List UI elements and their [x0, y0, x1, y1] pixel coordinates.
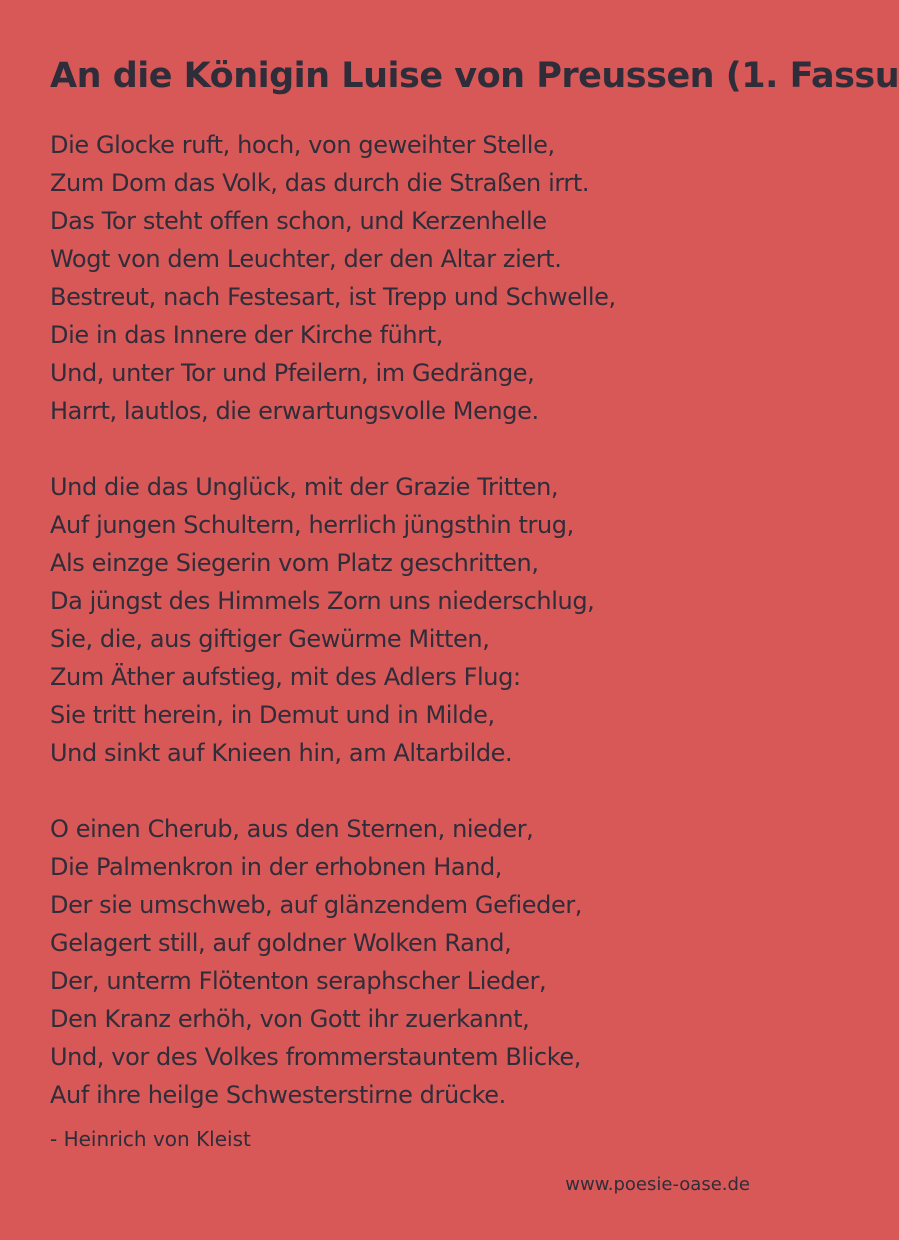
- poem-line: Zum Dom das Volk, das durch die Straßen irrt.: [50, 169, 590, 197]
- poem-line: Die Palmenkron in der erhobnen Hand,: [50, 853, 503, 881]
- stanza-3: [50, 810, 780, 1114]
- poem-author: - Heinrich von Kleist: [50, 1127, 251, 1151]
- poem-line: Auf jungen Schultern, herrlich jüngsthin trug,: [50, 511, 574, 539]
- poem-body: [50, 126, 780, 1152]
- poem-line: Auf ihre heilge Schwesterstirne drücke.: [50, 1081, 506, 1109]
- poem-line: Sie tritt herein, in Demut und in Milde,: [50, 701, 495, 729]
- poem-line: Bestreut, nach Festesart, ist Trepp und Schwelle,: [50, 283, 616, 311]
- poem-line: Da jüngst des Himmels Zorn uns niederschlug,: [50, 587, 595, 615]
- poem-line: Und, vor des Volkes frommerstauntem Blicke,: [50, 1043, 581, 1071]
- poem-line: Das Tor steht offen schon, und Kerzenhelle: [50, 207, 547, 235]
- poem-line: Wogt von dem Leuchter, der den Altar ziert.: [50, 245, 562, 273]
- poem-line: Und, unter Tor und Pfeilern, im Gedränge,: [50, 359, 535, 387]
- poem-line: O einen Cherub, aus den Sternen, nieder,: [50, 815, 534, 843]
- poem-line: Gelagert still, auf goldner Wolken Rand,: [50, 929, 512, 957]
- poem-line: Der sie umschweb, auf glänzendem Gefieder,: [50, 891, 583, 919]
- poem-line: Die in das Innere der Kirche führt,: [50, 321, 443, 349]
- stanza-1: [50, 126, 780, 430]
- poem-line: Sie, die, aus giftiger Gewürme Mitten,: [50, 625, 490, 653]
- poem-line: Die Glocke ruft, hoch, von geweihter Stelle,: [50, 131, 555, 159]
- poem-title: An die Königin Luise von Preussen (1. Fassu: [50, 56, 899, 96]
- website-credit: www.poesie-oase.de: [565, 1174, 750, 1195]
- poem-line: Harrt, lautlos, die erwartungsvolle Menge.: [50, 397, 539, 425]
- stanza-2: [50, 468, 780, 772]
- poem-line: Der, unterm Flötenton seraphscher Lieder,: [50, 967, 547, 995]
- poem-line: Zum Äther aufstieg, mit des Adlers Flug:: [50, 663, 521, 691]
- poem-line: Den Kranz erhöh, von Gott ihr zuerkannt,: [50, 1005, 530, 1033]
- poem-line: Und die das Unglück, mit der Grazie Tritten,: [50, 473, 559, 501]
- poem-line: Als einzge Siegerin vom Platz geschritten,: [50, 549, 539, 577]
- poem-line: Und sinkt auf Knieen hin, am Altarbilde.: [50, 739, 513, 767]
